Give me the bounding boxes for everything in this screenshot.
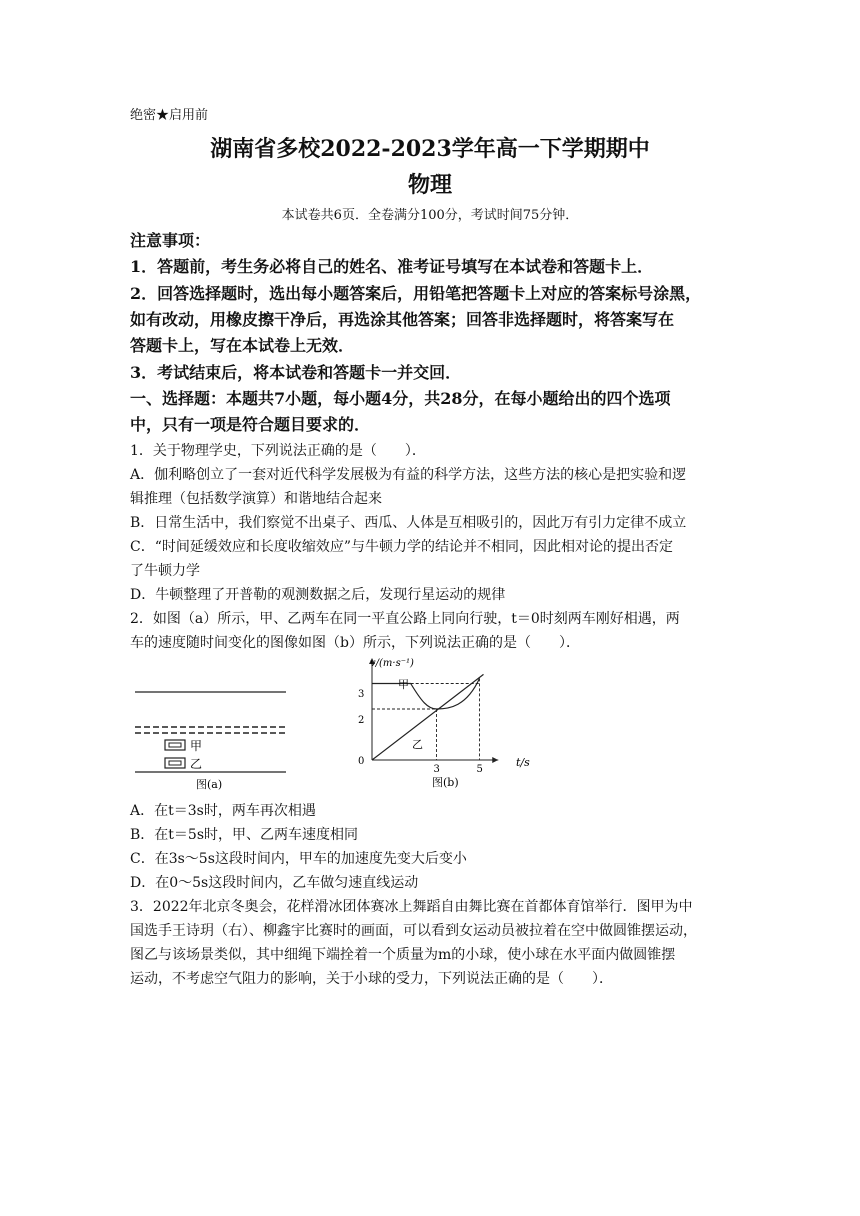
question-2-option: D．在0～5s这段时间内，乙车做匀速直线运动 xyxy=(130,875,419,891)
question-1-option: D．牛顿整理了开普勒的观测数据之后，发现行星运动的规律 xyxy=(130,587,506,603)
question-3-stem: 3．2022年北京冬奥会，花样滑冰团体赛冰上舞蹈自由舞比赛在首都体育馆举行．图甲为中 xyxy=(130,899,693,915)
question-3-stem: 图乙与该场景类似，其中细绳下端拴着一个质量为m的小球，使小球在水平面内做圆锥摆 xyxy=(130,947,676,963)
question-2-option: C．在3s～5s这段时间内，甲车的加速度先变大后变小 xyxy=(130,851,467,867)
y-tick-label: 0 xyxy=(358,756,365,767)
question-1-option: C．“时间延缓效应和长度收缩效应”与牛顿力学的结论并不相同，因此相对论的提出否定 xyxy=(130,539,674,555)
chart-series-layer xyxy=(372,674,484,760)
notice-line: 1．答题前，考生务必将自己的姓名、准考证号填写在本试卷和答题卡上． xyxy=(130,257,654,276)
series-yi-label: 乙 xyxy=(412,738,423,751)
car-yi-label: 乙 xyxy=(190,757,203,771)
section-heading: 一、选择题：本题共7小题，每小题4分，共28分，在每小题给出的四个选项 xyxy=(130,389,671,408)
question-1-option: 辑推理（包括数学演算）和谐地结合起来 xyxy=(130,491,382,507)
x-axis-label: t/s xyxy=(516,756,530,769)
notice-line: 3．考试结束后，将本试卷和答题卡一并交回． xyxy=(130,363,462,382)
notice-heading: 注意事项： xyxy=(130,231,211,250)
figure-a-caption: 图(a) xyxy=(196,778,223,791)
secret-label: 绝密★启用前 xyxy=(130,108,209,123)
question-1-option: 了牛顿力学 xyxy=(130,563,200,579)
question-2-option: B．在t＝5s时，甲、乙两车速度相同 xyxy=(130,827,359,843)
figure-b-caption: 图(b) xyxy=(432,776,459,789)
series-jia-label: 甲 xyxy=(398,678,409,691)
notice-line: 2．回答选择题时，选出每小题答案后，用铅笔把答题卡上对应的答案标号涂黑， xyxy=(130,284,702,303)
figure-b-vt-chart xyxy=(352,654,542,790)
car-yi-icon xyxy=(165,758,185,768)
notice-line: 答题卡上，写在本试卷上无效． xyxy=(130,336,355,355)
question-3-stem: 国选手王诗玥（右）、柳鑫宇比赛时的画面，可以看到女运动员被拉着在空中做圆锥摆运动， xyxy=(130,923,697,939)
exam-info: 本试卷共6页．全卷满分100分，考试时间75分钟． xyxy=(281,208,579,223)
figure-a-road xyxy=(130,684,300,794)
question-1-option: B．日常生活中，我们察觉不出桌子、西瓜、人体是互相吸引的，因此万有引力定律不成立 xyxy=(130,515,687,531)
x-tick-label: 5 xyxy=(476,764,483,775)
car-jia-label: 甲 xyxy=(190,739,203,753)
y-tick-label: 2 xyxy=(358,715,365,726)
subject-title: 物理 xyxy=(407,172,452,198)
car-jia-icon xyxy=(165,740,185,750)
series-jia-line xyxy=(372,678,480,709)
x-tick-label: 3 xyxy=(433,764,440,775)
question-2-stem: 车的速度随时间变化的图像如图（b）所示，下列说法正确的是（ ）． xyxy=(130,635,580,651)
question-1-stem: 1．关于物理学史，下列说法正确的是（ ）． xyxy=(130,443,426,459)
notice-line: 如有改动，用橡皮擦干净后，再选涂其他答案；回答非选择题时，将答案写在 xyxy=(130,310,675,329)
y-tick-label: 3 xyxy=(358,689,365,700)
series-yi-line xyxy=(372,674,484,760)
question-2-stem: 2．如图（a）所示，甲、乙两车在同一平直公路上同向行驶，t＝0时刻两车刚好相遇，两 xyxy=(130,611,680,627)
section-heading: 中，只有一项是符合题目要求的． xyxy=(130,415,371,434)
y-axis-label: v/(m·s⁻¹) xyxy=(370,658,414,669)
question-1-option: A．伽利略创立了一套对近代科学发展极为有益的科学方法，这些方法的核心是把实验和逻 xyxy=(130,467,687,483)
question-2-option: A．在t＝3s时，两车再次相遇 xyxy=(130,803,316,819)
x-axis-arrow xyxy=(492,757,498,763)
exam-title: 湖南省多校2022-2023学年高一下学期期中 xyxy=(210,136,650,162)
question-3-stem: 运动，不考虑空气阻力的影响，关于小球的受力，下列说法正确的是（ ）． xyxy=(130,971,613,987)
